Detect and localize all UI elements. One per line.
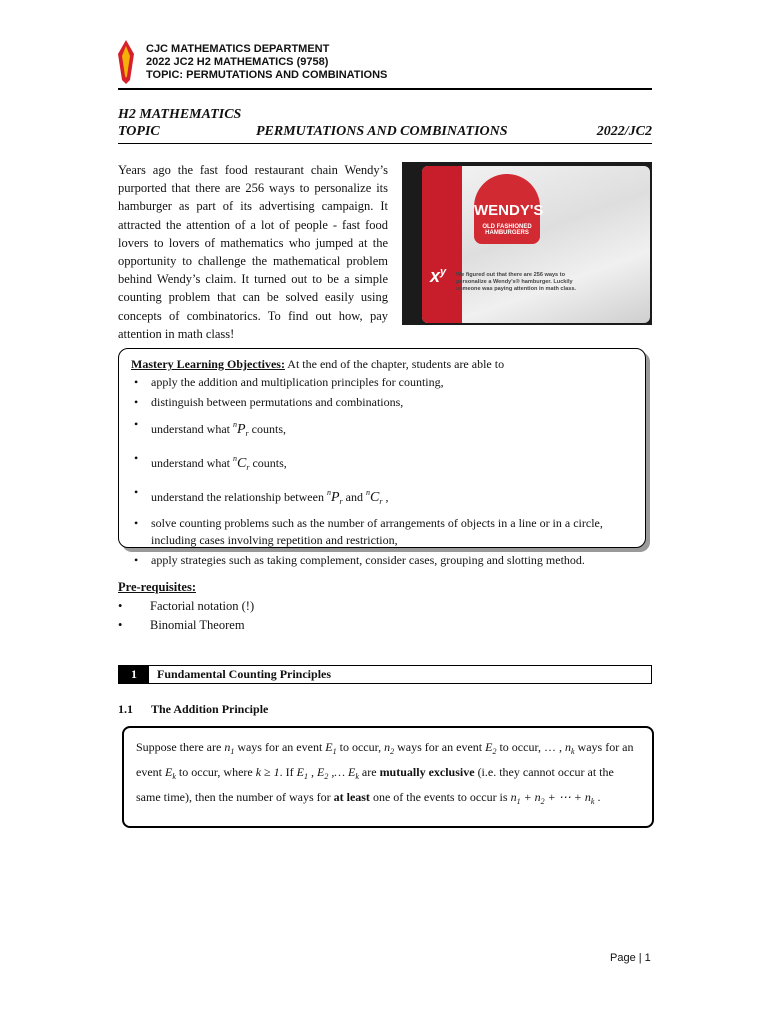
prereq-label: Pre-requisites: xyxy=(118,580,196,594)
objective-item xyxy=(131,416,635,442)
math-var: E xyxy=(165,765,173,779)
box-text: to occur, xyxy=(336,740,385,754)
wendys-bag-photo xyxy=(402,162,652,325)
math-sub: r xyxy=(246,463,250,472)
math-symbol: P xyxy=(236,422,246,437)
math-symbol: C xyxy=(369,490,380,505)
title-topic-label: TOPIC xyxy=(118,124,160,139)
math-symbol: P xyxy=(330,490,340,505)
math-var: + n xyxy=(520,790,541,804)
header-rule xyxy=(118,88,652,90)
box-text: to occur, where xyxy=(175,765,256,779)
section-number: 1 xyxy=(119,666,149,683)
math-sub: k xyxy=(570,747,575,756)
box-text: Suppose there are xyxy=(136,740,225,754)
box-text: ways for an event xyxy=(234,740,326,754)
objective-text: counts, xyxy=(248,422,287,436)
header-topic: TOPIC: PERMUTATIONS AND COMBINATIONS xyxy=(146,69,388,81)
xy-mark xyxy=(430,266,446,287)
math-symbol: C xyxy=(236,456,247,471)
title-year: 2022/JC2 xyxy=(596,124,652,139)
bag-red-stripe xyxy=(422,166,462,323)
math-sub: 1 xyxy=(304,772,308,781)
title-topic: PERMUTATIONS AND COMBINATIONS xyxy=(256,124,508,139)
math-var: ,… E xyxy=(328,765,356,779)
mastery-objectives-box xyxy=(118,348,646,567)
objective-item: • apply the addition and multiplication principles for counting, xyxy=(131,374,635,391)
math-inequality: k ≥ 1 xyxy=(255,765,280,779)
box-text: are xyxy=(358,765,380,779)
objective-text: understand what xyxy=(151,456,233,470)
math-sup: n xyxy=(365,488,370,497)
math-sup: n xyxy=(326,488,331,497)
box-text: to occur, … , xyxy=(496,740,565,754)
math-sub: k xyxy=(355,772,359,781)
box-text: . If xyxy=(279,765,297,779)
math-var: + ⋯ + n xyxy=(544,790,591,804)
math-sub: 2 xyxy=(492,747,497,756)
subsection-heading xyxy=(118,702,269,717)
math-sub: r xyxy=(379,497,383,506)
objective-item: • apply strategies such as taking complement, consider cases, grouping and slotting method. xyxy=(131,552,635,569)
header-department: CJC MATHEMATICS DEPARTMENT xyxy=(146,43,330,55)
math-sub: 2 xyxy=(390,747,395,756)
objective-text: counts, xyxy=(249,456,287,470)
math-var: n xyxy=(224,740,231,754)
objective-item: • solve counting problems such as the number of arrangements of objects in a line or in a circle, including cases involving repetition and restriction, xyxy=(131,515,635,549)
subsection-title: The Addition Principle xyxy=(151,702,269,716)
section-heading xyxy=(118,665,652,684)
mastery-lead: At the end of the chapter, students are able to xyxy=(284,357,505,371)
promo-text: We figured out that there are 256 ways to personalize a Wendy's® hamburger. Luckily someone was paying attention in math class. xyxy=(456,272,576,292)
objective-list xyxy=(131,374,635,569)
subsection-number: 1.1 xyxy=(118,702,133,716)
objective-text: understand what xyxy=(151,422,233,436)
prereq-item: • Factorial notation (!) xyxy=(118,597,254,616)
math-var: E xyxy=(296,765,304,779)
emphasis-text: mutually exclusive xyxy=(379,765,475,779)
brand-name: WENDY'S xyxy=(474,202,544,219)
math-sub: k xyxy=(172,772,176,781)
math-sub: 1 xyxy=(516,797,521,806)
box-text: ways for an event xyxy=(136,740,634,779)
math-var: n xyxy=(564,740,571,754)
box-text: (i.e. they cannot occur at the same time), then the number of ways for xyxy=(136,765,614,804)
objective-item xyxy=(131,450,635,476)
math-var: E xyxy=(485,740,493,754)
objective-text: and xyxy=(342,490,366,504)
header-course: 2022 JC2 H2 MATHEMATICS (9758) xyxy=(146,56,329,68)
objective-text: understand the relationship between xyxy=(151,490,327,504)
section-title: Fundamental Counting Principles xyxy=(157,667,332,681)
box-text: ways for an event xyxy=(394,740,486,754)
intro-paragraph: Years ago the fast food restaurant chain Wendy’s purported that there are 256 ways to personalize its hamburger as part of its advertising campaign. It attracted the attention of a lot of people - fast food lovers to lovers of mathematics who jumped at the opportunity to challenge the mathematical problem behind Wendy’s claim. It turned out to be a simple counting problem that can be solved easily using concepts of combinatorics. To find out how, pay attention in math class! xyxy=(118,163,388,341)
objective-item xyxy=(131,484,635,510)
page-number: Page | 1 xyxy=(610,952,651,964)
mastery-intro xyxy=(131,356,635,373)
math-var: E xyxy=(325,740,333,754)
xy-sup: y xyxy=(440,266,447,278)
addition-principle-box xyxy=(122,726,654,828)
math-sub: 2 xyxy=(324,772,329,781)
objective-item: • distinguish between permutations and combinations, xyxy=(131,394,635,411)
box-text: . xyxy=(594,790,601,804)
math-var: , E xyxy=(308,765,325,779)
document-header xyxy=(118,40,652,90)
math-sup: n xyxy=(232,454,237,463)
math-var: n xyxy=(384,740,391,754)
box-text: one of the events to occur is xyxy=(369,790,511,804)
math-var: n xyxy=(510,790,517,804)
objective-text: , xyxy=(382,490,389,504)
emphasis-text: at least xyxy=(333,790,370,804)
prereq-item: • Binomial Theorem xyxy=(118,616,254,635)
math-sub: r xyxy=(339,497,343,506)
xy-base: x xyxy=(430,266,441,286)
prerequisites xyxy=(118,578,254,635)
flame-logo-icon xyxy=(116,40,136,84)
math-sup: n xyxy=(232,420,237,429)
mastery-label: Mastery Learning Objectives: xyxy=(131,357,285,371)
title-subject: H2 MATHEMATICS xyxy=(118,107,242,122)
title-rule xyxy=(118,143,652,144)
math-sub: 1 xyxy=(332,747,337,756)
math-sub: r xyxy=(245,429,249,438)
brand-subtitle: OLD FASHIONED HAMBURGERS xyxy=(482,224,532,236)
math-sub: 1 xyxy=(230,747,235,756)
math-sub: k xyxy=(590,797,595,806)
math-sub: 2 xyxy=(540,797,545,806)
